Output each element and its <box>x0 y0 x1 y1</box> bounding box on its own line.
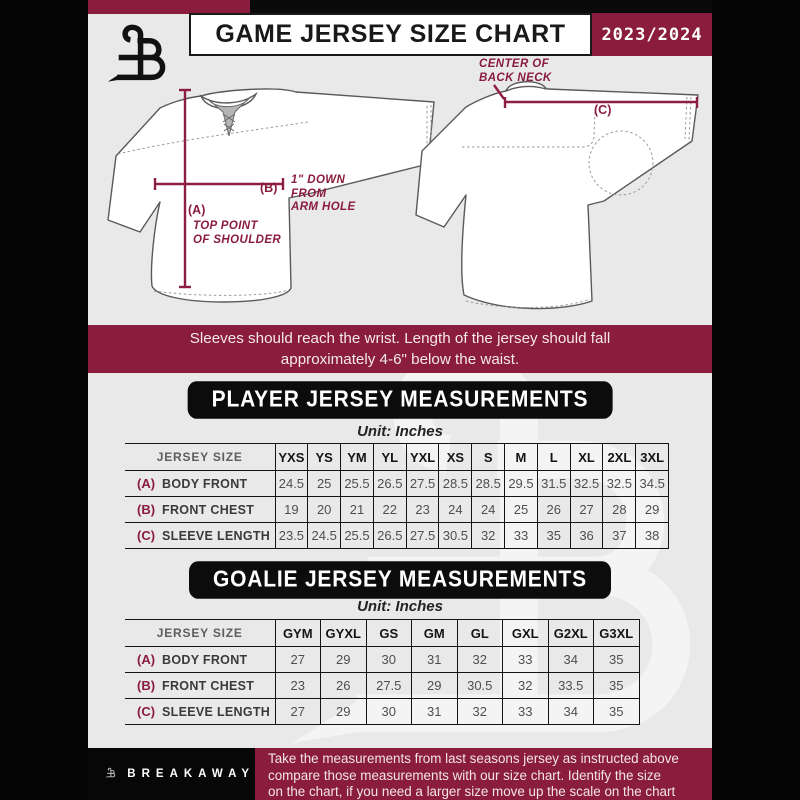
row-label <box>125 471 275 497</box>
table-header-row <box>125 444 669 471</box>
value-cell: 32 <box>472 523 505 549</box>
value-cell: 32 <box>457 647 503 673</box>
value-cell: 38 <box>636 523 669 549</box>
size-column-xl: XL <box>570 444 603 471</box>
value-cell: 36 <box>570 523 603 549</box>
value-cell: 27 <box>275 699 321 725</box>
value-cell: 33 <box>505 523 538 549</box>
measure-a-description <box>193 220 281 247</box>
value-cell: 30.5 <box>439 523 472 549</box>
goalie-unit-label: Unit: Inches <box>357 598 443 615</box>
value-cell: 27.5 <box>366 673 412 699</box>
size-column-2xl: 2XL <box>603 444 636 471</box>
value-cell: 23 <box>275 673 321 699</box>
size-column-m: M <box>505 444 538 471</box>
size-column-3xl: 3XL <box>636 444 669 471</box>
measure-key: (B) <box>137 678 156 693</box>
size-column-g2xl: G2XL <box>548 620 594 647</box>
measure-key: (A) <box>137 652 156 667</box>
value-cell: 33 <box>503 647 549 673</box>
value-cell: 28.5 <box>472 471 505 497</box>
row-label <box>125 523 275 549</box>
value-cell: 27 <box>275 647 321 673</box>
value-cell: 29 <box>321 699 367 725</box>
size-column-ym: YM <box>341 444 374 471</box>
top-accent-bar <box>88 0 250 14</box>
measure-key: (B) <box>137 502 156 517</box>
size-column-gm: GM <box>412 620 458 647</box>
size-column-gxl: GXL <box>503 620 549 647</box>
size-column-gl: GL <box>457 620 503 647</box>
value-cell: 25 <box>308 471 341 497</box>
size-column-g3xl: G3XL <box>594 620 640 647</box>
value-cell: 35 <box>537 523 570 549</box>
value-cell: 24.5 <box>308 523 341 549</box>
value-cell: 26.5 <box>373 523 406 549</box>
measure-label: FRONT CHEST <box>162 503 255 517</box>
measure-c-key: (C) <box>594 103 612 117</box>
measure-label: SLEEVE LENGTH <box>162 705 271 719</box>
table-row <box>125 699 639 725</box>
top-black-bar <box>250 0 712 14</box>
measure-label: FRONT CHEST <box>162 679 255 693</box>
row-label <box>125 647 275 673</box>
fit-notice-banner <box>88 325 712 373</box>
value-cell: 25.5 <box>341 523 374 549</box>
row-label <box>125 673 275 699</box>
table-row <box>125 523 669 549</box>
season-badge: 2023/2024 <box>592 13 712 56</box>
value-cell: 20 <box>308 497 341 523</box>
value-cell: 27.5 <box>406 471 439 497</box>
measure-a-key: (A) <box>188 203 206 217</box>
front-jersey-diagram <box>96 78 446 328</box>
size-column-s: S <box>472 444 505 471</box>
measurements-table <box>125 619 640 725</box>
measurements-table <box>125 443 669 549</box>
size-column-xs: XS <box>439 444 472 471</box>
table-row <box>125 673 639 699</box>
size-chart-page <box>88 0 712 800</box>
text-line: compare those measurements with our size chart. Identify the size <box>268 767 661 783</box>
size-column-yxl: YXL <box>406 444 439 471</box>
measure-label: BODY FRONT <box>162 477 248 491</box>
player-measurements-table <box>125 443 669 549</box>
value-cell: 32 <box>457 699 503 725</box>
value-cell: 28.5 <box>439 471 472 497</box>
footer-brand-block <box>88 748 255 800</box>
value-cell: 25.5 <box>341 471 374 497</box>
table-row <box>125 497 669 523</box>
value-cell: 30.5 <box>457 673 503 699</box>
value-cell: 34.5 <box>636 471 669 497</box>
table-header-row <box>125 620 639 647</box>
value-cell: 27 <box>570 497 603 523</box>
goalie-measurements-table <box>125 619 640 725</box>
text-line: Sleeves should reach the wrist. Length of the jersey should fall <box>189 330 611 347</box>
jersey-size-header: JERSEY SIZE <box>125 444 275 471</box>
text-line: FROM <box>291 187 327 200</box>
measure-key: (C) <box>137 528 156 543</box>
jersey-size-header: JERSEY SIZE <box>125 620 275 647</box>
value-cell: 33.5 <box>548 673 594 699</box>
measure-label: BODY FRONT <box>162 653 248 667</box>
text-line: approximately 4-6" below the waist. <box>280 351 520 368</box>
value-cell: 23 <box>406 497 439 523</box>
player-section-title: PLAYER JERSEY MEASUREMENTS <box>188 381 613 418</box>
page-title-text: GAME JERSEY SIZE CHART <box>215 20 566 48</box>
value-cell: 31.5 <box>537 471 570 497</box>
value-cell: 23.5 <box>275 523 308 549</box>
text-line: ARM HOLE <box>291 201 356 213</box>
table-row <box>125 647 639 673</box>
value-cell: 28 <box>603 497 636 523</box>
value-cell: 30 <box>366 647 412 673</box>
value-cell: 26 <box>321 673 367 699</box>
value-cell: 32 <box>503 673 549 699</box>
value-cell: 32.5 <box>603 471 636 497</box>
back-jersey-diagram <box>414 55 712 325</box>
text-line: OF SHOULDER <box>193 233 282 246</box>
value-cell: 29.5 <box>505 471 538 497</box>
value-cell: 34 <box>548 699 594 725</box>
breakaway-footer-logo-icon <box>104 756 117 792</box>
value-cell: 24 <box>439 497 472 523</box>
size-column-l: L <box>537 444 570 471</box>
value-cell: 26 <box>537 497 570 523</box>
measure-label: SLEEVE LENGTH <box>162 529 271 543</box>
value-cell: 29 <box>412 673 458 699</box>
text-line: on the chart, if you need a larger size move up the scale on the chart <box>268 784 676 799</box>
value-cell: 35 <box>594 673 640 699</box>
value-cell: 22 <box>373 497 406 523</box>
value-cell: 31 <box>412 647 458 673</box>
page-title <box>189 13 592 56</box>
text-line: 1" DOWN <box>291 174 346 186</box>
text-line: CENTER OF <box>479 58 550 70</box>
measure-key: (C) <box>137 704 156 719</box>
value-cell: 34 <box>548 647 594 673</box>
player-unit-label: Unit: Inches <box>357 423 443 440</box>
value-cell: 21 <box>341 497 374 523</box>
value-cell: 27.5 <box>406 523 439 549</box>
value-cell: 35 <box>594 647 640 673</box>
value-cell: 24.5 <box>275 471 308 497</box>
value-cell: 29 <box>636 497 669 523</box>
brand-name: BREAKAWAY <box>127 768 255 780</box>
size-column-ys: YS <box>308 444 341 471</box>
measure-c-description <box>479 58 552 85</box>
size-column-gs: GS <box>366 620 412 647</box>
value-cell: 24 <box>472 497 505 523</box>
goalie-section-title: GOALIE JERSEY MEASUREMENTS <box>189 561 611 598</box>
text-line: Take the measurements from last seasons jersey as instructed above <box>268 751 679 766</box>
row-label <box>125 497 275 523</box>
value-cell: 30 <box>366 699 412 725</box>
measure-b-key: (B) <box>260 181 278 195</box>
value-cell: 29 <box>321 647 367 673</box>
text-line: TOP POINT <box>193 220 258 232</box>
value-cell: 37 <box>603 523 636 549</box>
table-row <box>125 471 669 497</box>
footer-instructions <box>255 748 712 800</box>
value-cell: 31 <box>412 699 458 725</box>
text-line: BACK NECK <box>479 71 552 84</box>
value-cell: 26.5 <box>373 471 406 497</box>
value-cell: 32.5 <box>570 471 603 497</box>
measure-b-description <box>291 174 356 215</box>
size-column-gym: GYM <box>275 620 321 647</box>
size-column-yl: YL <box>373 444 406 471</box>
measure-key: (A) <box>137 476 156 491</box>
row-label <box>125 699 275 725</box>
value-cell: 33 <box>503 699 549 725</box>
value-cell: 35 <box>594 699 640 725</box>
breakaway-logo-icon <box>100 14 178 108</box>
size-column-yxs: YXS <box>275 444 308 471</box>
value-cell: 19 <box>275 497 308 523</box>
size-column-gyxl: GYXL <box>321 620 367 647</box>
value-cell: 25 <box>505 497 538 523</box>
